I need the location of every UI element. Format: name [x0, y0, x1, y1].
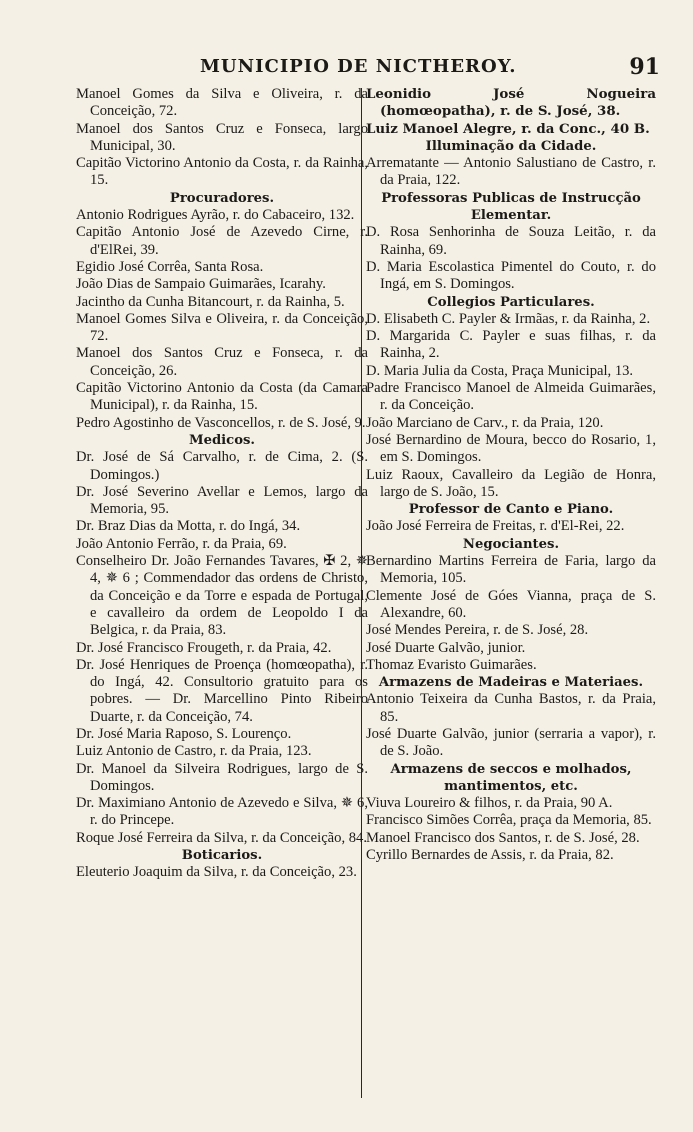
directory-entry: Jacintho da Cunha Bitancourt, r. da Rainha, 5. [76, 293, 345, 310]
page-header [70, 56, 660, 86]
directory-entry: Capitão Victorino Antonio da Costa (da Camara Municipal), r. da Rainha, 15. [76, 380, 368, 414]
directory-entry: Dr. Braz Dias da Motta, r. do Ingá, 34. [76, 518, 301, 535]
directory-entry: D. Maria Escolastica Pimentel do Couto, r. do Ingá, em S. Domingos. [366, 258, 656, 293]
directory-entry: Manoel Gomes Silva e Oliveira, r. da Conceição, 72. [76, 310, 368, 345]
directory-entry: Manoel dos Santos Cruz e Fonseca, r. da Conceição, 26. [76, 345, 368, 379]
directory-entry: Luiz Antonio de Castro, r. da Praia, 123. [76, 743, 312, 760]
directory-entry: Capitão Antonio José de Azevedo Cirne, r. d'ElRei, 39. [76, 224, 368, 258]
page-number: 91 [629, 54, 660, 80]
running-title: MUNICIPIO DE NICTHEROY. [200, 56, 517, 77]
directory-entry: Antonio Teixeira da Cunha Bastos, r. da Praia, 85. [366, 691, 656, 725]
directory-entry: Manoel Francisco dos Santos, r. de S. José, 28. [366, 829, 640, 846]
directory-entry: João Marciano de Carv., r. da Praia, 120. [366, 414, 604, 431]
directory-entry: Egidio José Corrêa, Santa Rosa. [76, 258, 264, 275]
directory-entry: Francisco Simões Corrêa, praça da Memoria, 85. [366, 812, 652, 829]
directory-entry: Luiz Raoux, Cavalleiro da Legião de Honra, largo de S. João, 15. [366, 466, 656, 500]
directory-entry: Dr. José de Sá Carvalho, r. de Cima, 2. (S. Domingos.) [76, 449, 368, 483]
directory-entry: D. Maria Julia da Costa, Praça Municipal, 13. [366, 362, 634, 379]
directory-entry: D. Margarida C. Payler e suas filhas, r. da Rainha, 2. [366, 328, 656, 362]
directory-entry: Manoel dos Santos Cruz e Fonseca, largo Municipal, 30. [76, 120, 368, 154]
directory-entry: Bernardino Martins Ferreira de Faria, largo da Memoria, 105. [366, 553, 656, 587]
directory-entry: José Duarte Galvão, junior (serraria a vapor), r. de S. João. [366, 725, 656, 760]
directory-entry: D. Elisabeth C. Payler & Irmãas, r. da Rainha, 2. [366, 310, 651, 327]
section-heading: Professor de Canto e Piano. [408, 502, 614, 518]
directory-entry: João José Ferreira de Freitas, r. d'El-Rei, 22. [366, 518, 625, 535]
left-column [76, 86, 368, 882]
directory-entry: Luiz Manoel Alegre, r. da Conc., 40 B. [366, 120, 650, 137]
directory-entry: Capitão Victorino Antonio da Costa, r. da Rainha, 15. [76, 155, 368, 189]
directory-entry: Dr. José Henriques de Proença (homœopatha), r. do Ingá, 42. Consultorio gratuito para os pobres. — Dr. Marcellino Pinto Ribeiro Duarte, r. da Conceição, 74. [76, 656, 368, 725]
directory-entry: Padre Francisco Manoel de Almeida Guimarães, r. da Conceição. [366, 380, 656, 414]
section-heading: Procuradores. [169, 190, 275, 206]
section-heading: Armazens de Madeiras e Materiaes. [378, 675, 644, 691]
directory-entry: João Antonio Ferrão, r. da Praia, 69. [76, 535, 287, 552]
section-heading: Medicos. [188, 432, 256, 448]
directory-entry: Eleuterio Joaquim da Silva, r. da Conceição, 23. [76, 864, 357, 881]
section-heading: Boticarios. [181, 848, 263, 864]
directory-entry: Arrematante — Antonio Salustiano de Castro, r. da Praia, 122. [366, 155, 656, 189]
section-heading: Illuminação da Cidade. [425, 138, 597, 154]
directory-entry: Dr. José Maria Raposo, S. Lourenço. [76, 725, 292, 742]
directory-entry: José Bernardino de Moura, becco do Rosario, 1, em S. Domingos. [366, 431, 656, 466]
directory-entry: Clemente José de Góes Vianna, praça de S. Alexandre, 60. [366, 587, 656, 621]
directory-entry: João Dias de Sampaio Guimarães, Icarahy. [76, 276, 326, 293]
directory-entry: Thomaz Evaristo Guimarães. [366, 656, 537, 673]
directory-entry: José Duarte Galvão, junior. [366, 639, 526, 656]
directory-entry: José Mendes Pereira, r. de S. José, 28. [366, 622, 589, 639]
directory-entry: Leonidio José Nogueira (homœopatha), r. de S. José, 38. [366, 86, 656, 120]
section-heading: Armazens de seccos e molhados, mantimentos, etc. [390, 761, 632, 794]
right-column [366, 86, 656, 864]
section-heading: Professoras Publicas de Instrucção Elementar. [381, 190, 641, 224]
directory-entry: Manoel Gomes da Silva e Oliveira, r. da Conceição, 72. [76, 86, 368, 120]
section-heading: Negociantes. [462, 536, 560, 552]
directory-entry: Cyrillo Bernardes de Assis, r. da Praia, 82. [366, 847, 614, 864]
directory-entry: Antonio Rodrigues Ayrão, r. do Cabaceiro, 132. [76, 207, 355, 224]
directory-entry: Dr. José Francisco Frougeth, r. da Praia, 42. [76, 639, 332, 656]
directory-entry: Dr. Manoel da Silveira Rodrigues, largo de S. Domingos. [76, 760, 368, 794]
directory-entry: Roque José Ferreira da Silva, r. da Conceição, 84. [76, 829, 367, 846]
directory-entry: Pedro Agostinho de Vasconcellos, r. de S. José, 9. [76, 414, 366, 431]
directory-entry: Dr. José Severino Avellar e Lemos, largo da Memoria, 95. [76, 483, 368, 518]
directory-entry: Dr. Maximiano Antonio de Azevedo e Silva, ✵ 6, r. do Princepe. [76, 795, 368, 829]
directory-entry: Viuva Loureiro & filhos, r. da Praia, 90 A. [366, 795, 613, 812]
directory-entry: Conselheiro Dr. João Fernandes Tavares, ✠ 2, ✵ 4, ✵ 6 ; Commendador das ordens de Christo, da Conceição e da Torre e espada de Portugal, e cavalleiro da ordem de Leopoldo I da Belgica, r. da Praia, 83. [76, 553, 368, 639]
section-heading: Collegios Particulares. [427, 294, 595, 310]
directory-entry: D. Rosa Senhorinha de Souza Leitão, r. da Rainha, 69. [366, 224, 656, 258]
